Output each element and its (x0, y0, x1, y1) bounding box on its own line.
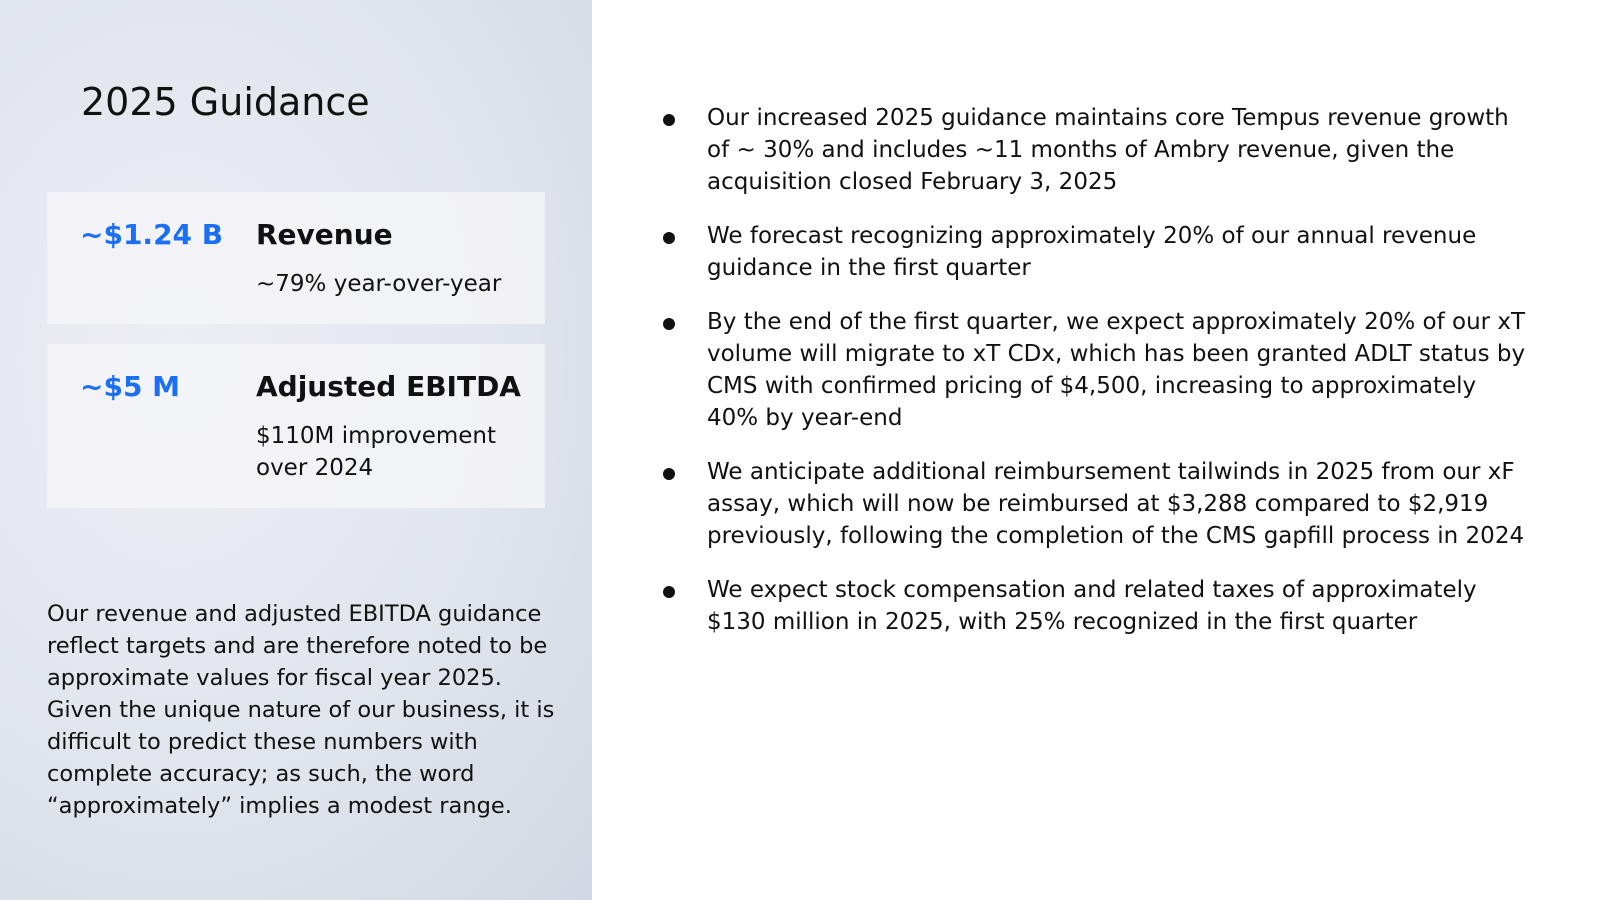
bullet-dot-icon (663, 318, 675, 330)
bullet-text: By the end of the first quarter, we expect approximately 20% of our xT volume will migrate to xT CDx, which has been granted ADLT status by CMS with confirmed pricing of $4,500, increasing to approximately 40% by year-end (707, 309, 1526, 431)
bullet-dot-icon (663, 468, 675, 480)
ebitda-value: ~$5 M (80, 370, 181, 403)
disclaimer-text: Our revenue and adjusted EBITDA guidance reflect targets and are therefore noted to be approximate values for fiscal year 2025. Given the unique nature of our business, it is difficult to predict these numbers with complete accuracy; as such, the word “approximately” implies a modest range. (47, 601, 555, 819)
bullet-text: We anticipate additional reimbursement tailwinds in 2025 from our xF assay, which will now be reimbursed at $3,288 compared to $2,919 previously, following the completion of the CMS gapfill process in 2024 (707, 459, 1525, 549)
bullet-text: We expect stock compensation and related taxes of approximately $130 million in 2025, with 25% recognized in the first quarter (707, 577, 1477, 635)
left-panel (0, 0, 592, 900)
ebitda-label: Adjusted EBITDA (256, 370, 521, 403)
revenue-value: ~$1.24 B (80, 218, 224, 251)
bullet-item (660, 102, 1530, 198)
revenue-description: ~79% year-over-year (256, 271, 502, 297)
bullet-dot-icon (663, 232, 675, 244)
revenue-card (47, 192, 545, 324)
bullet-item (660, 220, 1530, 284)
revenue-label: Revenue (256, 218, 393, 251)
bullet-text: Our increased 2025 guidance maintains core Tempus revenue growth of ~ 30% and includes ~11 months of Ambry revenue, given the acquisition closed February 3, 2025 (707, 105, 1509, 195)
bullet-item (660, 574, 1530, 638)
bullet-text: We forecast recognizing approximately 20% of our annual revenue guidance in the first quarter (707, 223, 1477, 281)
bullet-item (660, 456, 1530, 552)
bullet-dot-icon (663, 586, 675, 598)
guidance-bullet-list (660, 102, 1530, 660)
ebitda-card (47, 344, 545, 508)
page-title: 2025 Guidance (81, 80, 370, 124)
ebitda-description: $110M improvement over 2024 (256, 423, 497, 481)
bullet-dot-icon (663, 114, 675, 126)
bullet-item (660, 306, 1530, 434)
